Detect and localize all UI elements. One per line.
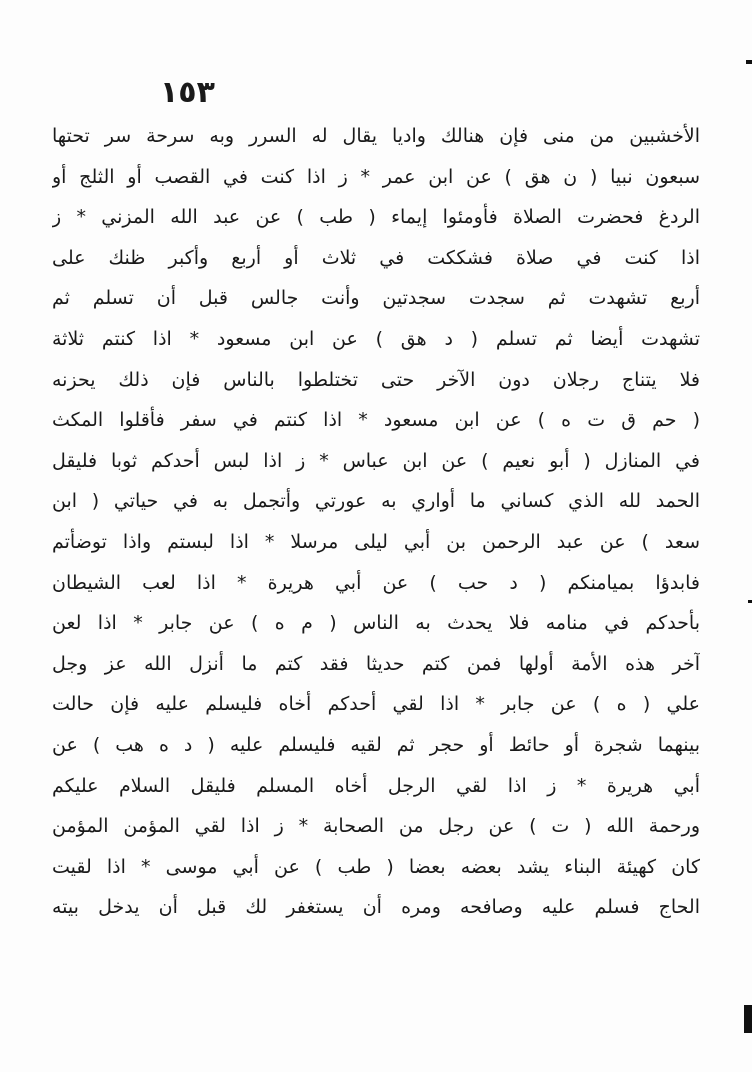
text-line: آخر هذه الأمة أولها فمن كتم حديثا فقد كتم ما أنزل الله عز وجل (52, 652, 700, 675)
text-line: اذا كنت في صلاة فشككت في ثلاث أو أربع وأكبر ظنك على (52, 246, 700, 269)
text-line: أبي هريرة * ز اذا لقي الرجل أخاه المسلم فليقل السلام عليكم (52, 774, 700, 797)
scan-edge-mark (746, 60, 752, 64)
text-line: كان كهيئة البناء يشد بعضه بعضا ( طب ) عن أبي موسى * اذا لقيت (52, 855, 700, 878)
text-line: ( حم ق ت ه ) عن ابن مسعود * اذا كنتم في سفر فأقلوا المكث (52, 409, 700, 432)
text-line: بينهما شجرة أو حائط أو حجر ثم لقيه فليسلم عليه ( د ه هب ) عن (52, 733, 700, 756)
text-line: الحاج فسلم عليه وصافحه ومره أن يستغفر لك قبل أن يدخل بيته (52, 896, 700, 919)
text-line: فابدؤا بميامنكم ( د حب ) عن أبي هريرة * اذا لعب الشيطان (52, 571, 700, 594)
scan-edge-mark (744, 1005, 752, 1033)
text-line: فلا يتناج رجلان دون الآخر حتى تختلطوا بالناس فإن ذلك يحزنه (52, 368, 700, 391)
hadith-text-block (52, 116, 700, 928)
text-line: تشهدت أيضا ثم تسلم ( د هق ) عن ابن مسعود * اذا كنتم ثلاثة (52, 327, 700, 350)
page-number: ١٥٣ (160, 75, 215, 110)
scan-edge-mark (748, 600, 752, 603)
text-line: في المنازل ( أبو نعيم ) عن ابن عباس * ز اذا لبس أحدكم ثوبا فليقل (52, 449, 700, 472)
text-line: ورحمة الله ( ت ) عن رجل من الصحابة * ز اذا لقي المؤمن المؤمن (52, 815, 700, 838)
text-line: بأحدكم في منامه فلا يحدث به الناس ( م ه ) عن جابر * اذا لعن (52, 612, 700, 635)
text-line: الردغ فحضرت الصلاة فأومئوا إيماء ( طب ) عن عبد الله المزني * ز (52, 206, 700, 229)
text-line: علي ( ه ) عن جابر * اذا لقي أحدكم أخاه فليسلم عليه فإن حالت (52, 693, 700, 716)
text-line: الأخشبين من منى فإن هنالك واديا يقال له السرر وبه سرحة سر تحتها (52, 125, 700, 147)
text-line: الحمد لله الذي كساني ما أواري به عورتي وأتجمل به في حياتي ( ابن (52, 490, 700, 513)
text-line: سبعون نبيا ( ن هق ) عن ابن عمر * ز اذا كنت في القصب أو الثلج أو (52, 165, 700, 188)
text-line: أربع تشهدت ثم سجدت سجدتين وأنت جالس قبل أن تسلم ثم (52, 287, 700, 310)
text-line: سعد ) عن عبد الرحمن بن أبي ليلى مرسلا * اذا لبستم واذا توضأتم (52, 530, 700, 553)
